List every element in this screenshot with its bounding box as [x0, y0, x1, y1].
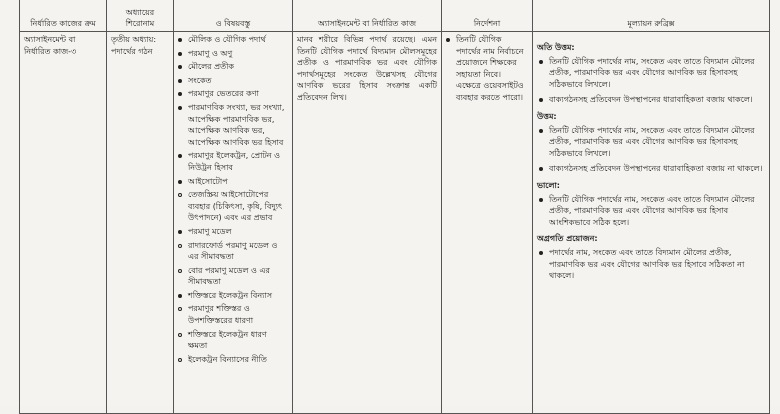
content-item — [178, 102, 288, 148]
rubric-criterion — [537, 163, 765, 175]
content-item — [178, 150, 288, 173]
circle-bullet-icon — [178, 265, 182, 277]
content-item-text: পরমাণুর ইলেকট্রন, প্রোটন ও নিউট্রন হিসাব — [188, 151, 280, 172]
content-item-text: মৌলিক ও যৌগিক পদার্থ — [188, 35, 266, 44]
chapter-cell — [107, 32, 174, 414]
content-item-text: বোর পরমাণু মডেল ও এর সীমাবদ্ধতা — [188, 265, 270, 287]
rubric-criterion — [537, 125, 765, 160]
content-item — [178, 265, 288, 288]
content-item-text: মৌলের প্রতীক — [188, 62, 234, 72]
content-item — [178, 88, 288, 100]
rubric-criterion-text: তিনটি যৌগিক পদার্থের নাম, সংকেত এবং তাতে বিদ্যমান মৌলের প্রতীক, পারমাণবিক ভর এবং যৌগের আণবিক ভর হিসাবসহ সঠিকভাবে লিখলে। — [549, 125, 755, 158]
rubric-criterion-text: পদার্থের নাম, সংকেত এবং তাতে বিদ্যমান মৌলের প্রতীক, পারমাণবিক ভর এবং যৌগের আণবিক ভর হিসাবে সঠিকতা না থাকলে। — [549, 247, 745, 281]
bullet-icon — [539, 56, 543, 68]
assignment-cell — [293, 32, 442, 414]
content-item-text: সংকেত — [188, 75, 212, 85]
circle-bullet-icon — [178, 189, 182, 201]
content-item-text: আইসোটোপ — [188, 176, 228, 186]
instruction-text: তিনটি যৌগিক পদার্থের নাম নির্বাচনে প্রয়োজনে শিক্ষকের সহায়তা নিবে। এক্ষেত্রে ওয়েবসাইটও ব্যবহার করতে পারো। — [456, 35, 524, 102]
bullet-icon — [539, 125, 543, 137]
rubric-level-heading: অগ্রগতি প্রয়োজন: — [537, 234, 598, 244]
rubric-criteria-list — [537, 194, 765, 229]
content-item — [178, 176, 288, 188]
content-cell — [174, 32, 293, 414]
rubric-criterion — [537, 94, 765, 106]
bullet-icon — [178, 88, 182, 100]
circle-bullet-icon — [178, 329, 182, 341]
bullet-icon — [539, 163, 543, 175]
bullet-icon — [178, 226, 182, 238]
rubric-criterion-text: বাক্যগঠনসহ প্রতিবেদন উপস্থাপনের ধারাবাহিকতা বজায় না থাকলে। — [549, 164, 763, 174]
content-item-text: রাদারফোর্ড পরমাণু মডেল ও এর সীমাবদ্ধতা — [188, 240, 278, 262]
rubric-criterion — [537, 194, 765, 229]
content-item-text: পরমাণুর ভেতরের কণা — [188, 89, 259, 99]
content-item-text: শক্তিস্তরে ইলেকট্রন বিন্যাস — [188, 290, 273, 300]
content-item-text: পরমাণু ও অণু — [188, 48, 233, 58]
content-item — [178, 34, 288, 46]
task-label: অ্যাসাইনমেন্ট বা নির্ধারিত কাজ-৩ — [24, 35, 77, 56]
assignment-table — [19, 0, 770, 414]
content-item — [178, 354, 288, 366]
rubric-cell — [533, 32, 770, 414]
bullet-icon — [178, 75, 182, 87]
header-rubric: মূল্যায়ন রুব্রিক্স — [533, 0, 770, 32]
bullet-icon — [539, 194, 543, 206]
bullet-icon — [178, 61, 182, 73]
content-item — [178, 75, 288, 87]
rubric-criteria-list — [537, 247, 765, 282]
content-item — [178, 329, 288, 352]
bullet-icon — [178, 48, 182, 60]
assignment-text: মানব শরীরে বিভিন্ন পদার্থ রয়েছে। এমন তিনটি যৌগিক পদার্থে বিদ্যমান মৌলসমূহের প্রতীক ও পারমাণবিক ভর এবং যৌগিক পদার্থসমূহের সংকেত উল্লেখসহ যৌগের আণবিক ভরের হিসাব সংক্রান্ত একটি প্রতিবেদন লিখ। — [297, 35, 437, 102]
instruction-list — [446, 34, 528, 104]
instruction-cell — [442, 32, 533, 414]
rubric-criterion-text: তিনটি যৌগিক পদার্থের নাম, সংকেত এবং তাতে বিদ্যমান মৌলের প্রতীক, পারমাণবিক ভর এবং যৌগের আণবিক ভর হিসাবসহ সঠিকভাবে লিখলে। — [549, 56, 755, 89]
bullet-icon — [178, 102, 182, 114]
rubric-criteria-list — [537, 125, 765, 175]
bullet-icon — [539, 247, 543, 259]
instruction-item — [446, 34, 528, 104]
chapter-title: তৃতীয় অধ্যায়: পদার্থের গঠন — [111, 35, 157, 56]
bullet-icon — [178, 150, 182, 162]
content-item-text: ইলেকট্রন বিন্যাসের নীতি — [188, 354, 267, 364]
circle-bullet-icon — [178, 303, 182, 315]
header-content: ও বিষয়বস্তু — [174, 0, 293, 32]
bullet-icon — [539, 94, 543, 106]
header-chapter-title: অধ্যায়ের শিরোনাম — [107, 0, 174, 32]
assignment-row — [20, 32, 770, 414]
rubric-criterion-text: তিনটি যৌগিক পদার্থের নাম, সংকেত এবং তাতে বিদ্যমান মৌলের প্রতীক, পারমাণবিক ভর এবং যৌগের আণবিক ভর হিসাব আংশিকভাবে সঠিক হলে। — [549, 194, 755, 227]
rubric-level-heading: ভালো: — [537, 180, 560, 190]
content-list — [178, 34, 288, 365]
bullet-icon — [178, 34, 182, 46]
rubric-criterion — [537, 56, 765, 91]
rubric-criteria-list — [537, 56, 765, 106]
header-assignment: অ্যাসাইনমেন্ট বা নির্ধারিত কাজ — [293, 0, 442, 32]
bullet-icon — [446, 34, 450, 46]
bullet-icon — [178, 176, 182, 188]
circle-bullet-icon — [178, 240, 182, 252]
rubric-level-heading: উত্তম: — [537, 111, 557, 121]
content-item — [178, 240, 288, 263]
content-item — [178, 48, 288, 60]
rubric-criterion — [537, 247, 765, 282]
content-item-text: পরমাণু মডেল — [188, 226, 232, 236]
content-item-text: পরমাণুর শক্তিস্তর ও উপশক্তিস্তরের ধারণা — [188, 304, 254, 326]
content-item-text: তেজস্ক্রিয় আইসোটোপের ব্যবহার (চিকিৎসা, কৃষি, বিদ্যুৎ উৎপাদনে) এবং এর প্রভাব — [188, 190, 283, 223]
task-cell — [20, 32, 107, 414]
header-instruction: নির্দেশনা — [442, 0, 533, 32]
content-item-text: পারমাণবিক সংখ্যা, ভর সংখ্যা, আপেক্ষিক পারমাণবিক ভর, আপেক্ষিক আণবিক ভর, আপেক্ষিক আণবিক ভর হিসাব — [188, 102, 285, 147]
circle-bullet-icon — [178, 354, 182, 366]
rubric-level-heading: অতি উত্তম: — [537, 43, 575, 52]
content-item — [178, 61, 288, 73]
bullet-icon — [178, 290, 182, 302]
header-task-order: নির্ধারিত কাজের ক্রম — [20, 0, 107, 32]
content-item — [178, 226, 288, 238]
rubric-criterion-text: বাক্যগঠনসহ প্রতিবেদন উপস্থাপনের ধারাবাহিকতা বজায় থাকলে। — [549, 95, 753, 105]
content-item — [178, 303, 288, 326]
header-row — [20, 0, 770, 32]
content-item — [178, 290, 288, 302]
content-item-text: শক্তিস্তরে ইলেকট্রন ধারণ ক্ষমতা — [188, 329, 267, 351]
content-item — [178, 189, 288, 224]
